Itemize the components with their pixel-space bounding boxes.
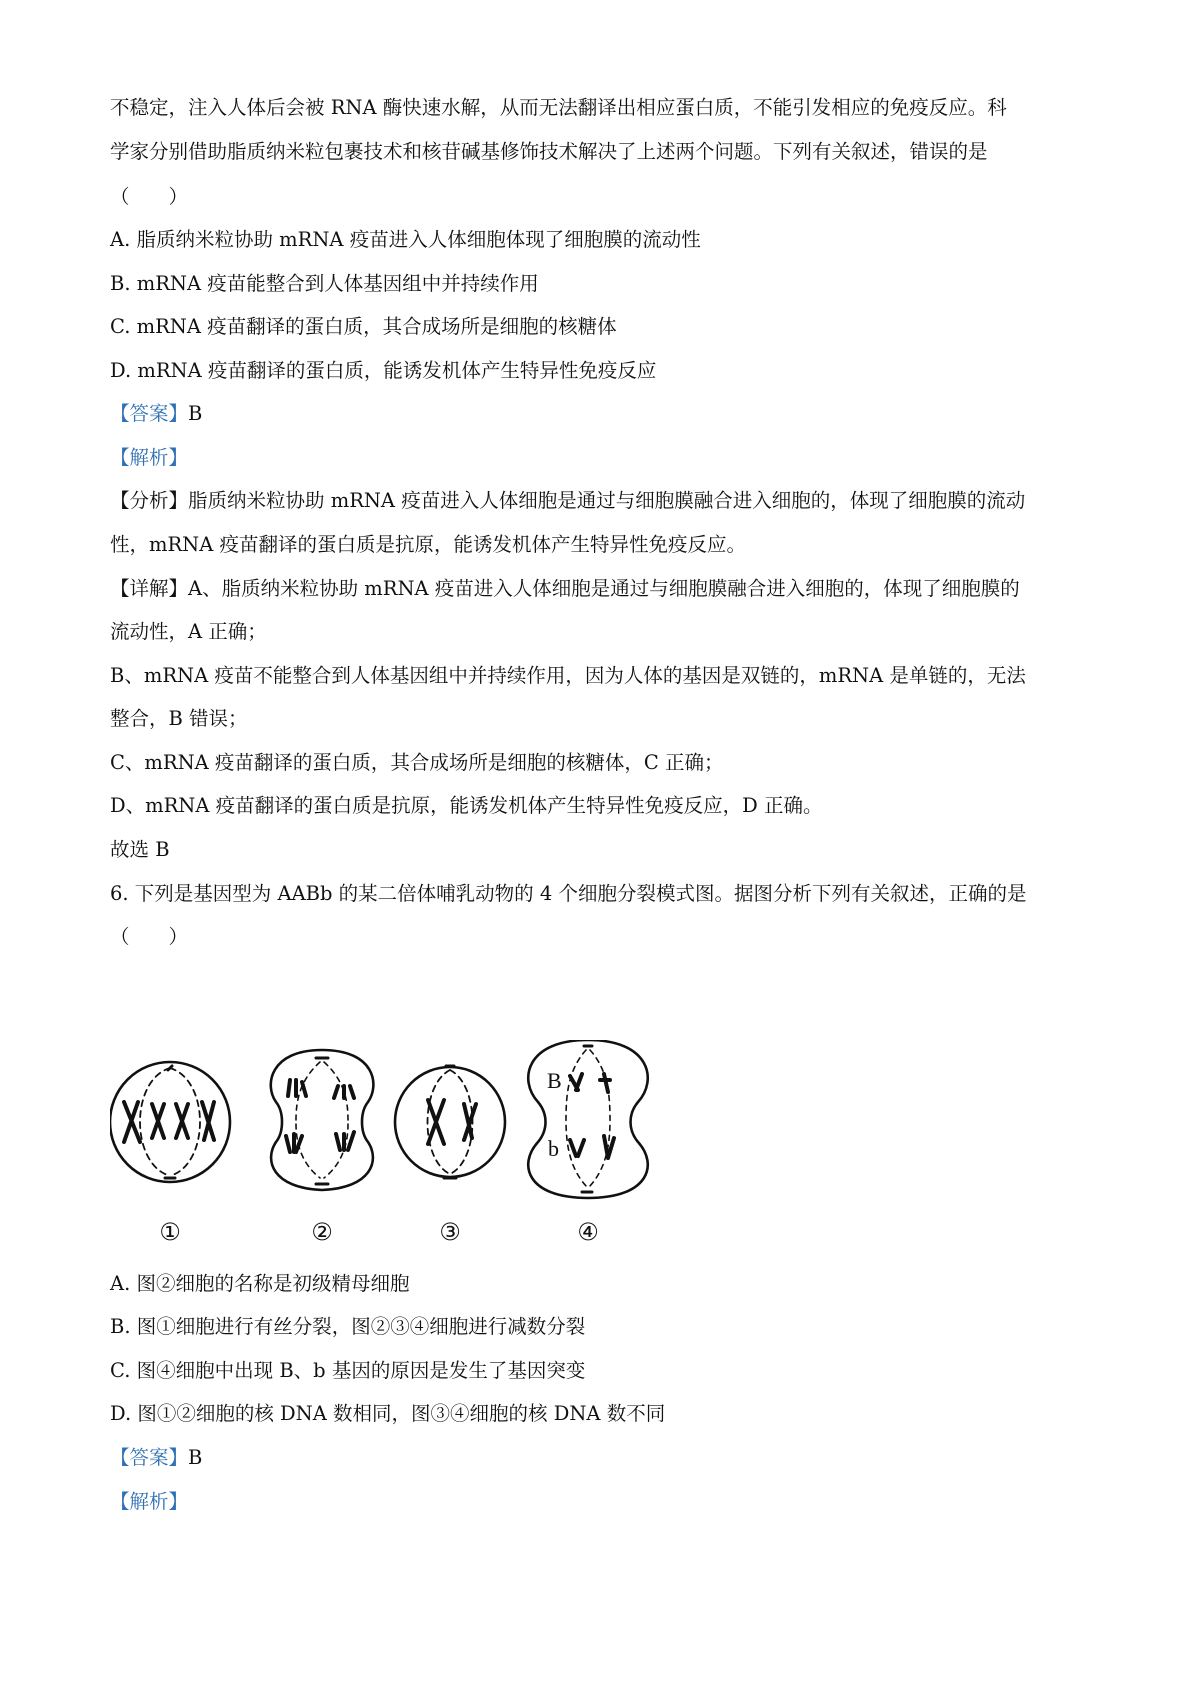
- q5-answer: [110, 400, 1100, 428]
- q5-conclusion: 故选 B: [110, 838, 170, 861]
- q5-analysis-line-2: 性，mRNA 疫苗翻译的蛋白质是抗原，能诱发机体产生特异性免疫反应。: [110, 533, 747, 556]
- q6-stem-bracket: （ ）: [110, 925, 189, 948]
- q5-option-d: D. mRNA 疫苗翻译的蛋白质，能诱发机体产生特异性免疫反应: [110, 359, 657, 382]
- q6-answer: [110, 1444, 1100, 1472]
- q6-stem-line-1: 6. 下列是基因型为 AABb 的某二倍体哺乳动物的 4 个细胞分裂模式图。据图分析下列有关叙述，正确的是: [110, 882, 1027, 905]
- q5-analysis-line-4: 流动性，A 正确；: [110, 620, 267, 643]
- cell-4: [528, 1040, 648, 1198]
- q5-option-b: B. mRNA 疫苗能整合到人体基因组中并持续作用: [110, 272, 539, 295]
- q5-analysis-line-5: B、mRNA 疫苗不能整合到人体基因组中并持续作用，因为人体的基因是双链的，mRNA 是单链的，无法: [110, 664, 1026, 687]
- q5-option-a: A. 脂质纳米粒协助 mRNA 疫苗进入人体细胞体现了细胞膜的流动性: [110, 228, 701, 251]
- cell-division-figure: [110, 1040, 710, 1250]
- q5-analysis-line-6: 整合，B 错误；: [110, 707, 248, 730]
- q6-option-d: D. 图①②细胞的核 DNA 数相同，图③④细胞的核 DNA 数不同: [110, 1402, 666, 1425]
- q5-stem-line-2: 学家分别借助脂质纳米粒包裹技术和核苷碱基修饰技术解决了上述两个问题。下列有关叙述，错误的是: [110, 140, 988, 163]
- cell-label-1: ①: [159, 1218, 181, 1246]
- q5-analysis-line-7: C、mRNA 疫苗翻译的蛋白质，其合成场所是细胞的核糖体，C 正确；: [110, 751, 724, 774]
- cell-label-2: ②: [311, 1218, 333, 1246]
- cell-2: [271, 1050, 374, 1190]
- q6-answer-value: B: [188, 1446, 203, 1469]
- gene-label-B: B: [547, 1068, 562, 1093]
- q6-analysis-tag: 【解析】: [110, 1490, 189, 1513]
- q6-option-a: A. 图②细胞的名称是初级精母细胞: [110, 1272, 410, 1295]
- q5-stem-bracket: （ ）: [110, 185, 189, 208]
- q5-analysis-tag: 【解析】: [110, 446, 189, 469]
- q5-answer-tag: 【答案】: [110, 402, 189, 425]
- q5-analysis-line-8: D、mRNA 疫苗翻译的蛋白质是抗原，能诱发机体产生特异性免疫反应，D 正确。: [110, 794, 823, 817]
- q6-option-c: C. 图④细胞中出现 B、b 基因的原因是发生了基因突变: [110, 1359, 586, 1382]
- gene-label-b: b: [548, 1136, 559, 1161]
- q6-option-b: B. 图①细胞进行有丝分裂，图②③④细胞进行减数分裂: [110, 1315, 586, 1338]
- cell-label-4: ④: [577, 1218, 599, 1246]
- q6-answer-tag: 【答案】: [110, 1446, 189, 1469]
- q5-option-c: C. mRNA 疫苗翻译的蛋白质，其合成场所是细胞的核糖体: [110, 315, 617, 338]
- q5-analysis-line-1: 【分析】脂质纳米粒协助 mRNA 疫苗进入人体细胞是通过与细胞膜融合进入细胞的，体现了细胞膜的流动: [110, 489, 1026, 512]
- q5-analysis-line-3: 【详解】A、脂质纳米粒协助 mRNA 疫苗进入人体细胞是通过与细胞膜融合进入细胞的，体现了细胞膜的: [110, 577, 1020, 600]
- cell-3: [395, 1066, 505, 1178]
- cell-1: [110, 1062, 230, 1182]
- q5-stem-line-1: 不稳定，注入人体后会被 RNA 酶快速水解，从而无法翻译出相应蛋白质，不能引发相应的免疫反应。科: [110, 96, 1007, 119]
- cell-division-diagrams: [110, 1040, 710, 1250]
- q5-answer-value: B: [188, 402, 203, 425]
- cell-label-3: ③: [439, 1218, 461, 1246]
